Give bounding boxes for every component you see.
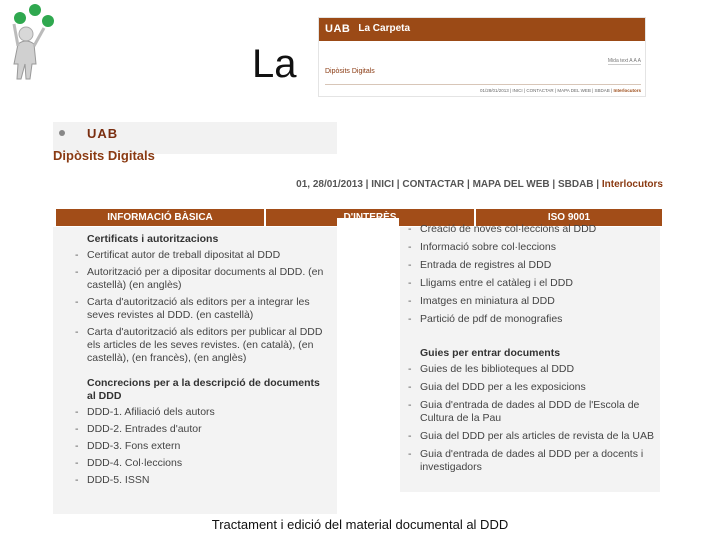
- list-item[interactable]: - Partició de pdf de monografies: [408, 313, 654, 326]
- section-heading: Guies per entrar documents: [420, 347, 561, 359]
- slide-caption: Tractament i edició del material documental al DDD: [211, 517, 509, 532]
- list: [408, 363, 654, 474]
- right-column: [400, 223, 660, 492]
- section-heading: Concrecions per a la descripció de documents al DDD: [87, 377, 320, 402]
- list-item[interactable]: - Informació sobre col·leccions: [408, 241, 654, 254]
- left-column: [53, 227, 337, 514]
- mini-text-size: Mida text A A A: [607, 58, 641, 64]
- breadcrumb-interlocutors[interactable]: Interlocutors: [601, 179, 663, 190]
- mini-breadcrumb-highlight: Interlocutors: [613, 88, 641, 93]
- list-item[interactable]: - Guia d'entrada de dades al DDD de l'Escola de Cultura de la Pau: [408, 399, 654, 425]
- mini-breadcrumb: [480, 88, 641, 93]
- list-item[interactable]: - Entrada de registres al DDD: [408, 259, 654, 272]
- list-item[interactable]: - Creació de noves col·leccions al DDD: [408, 223, 654, 236]
- list: [408, 223, 654, 326]
- list-item[interactable]: - DDD-2. Entrades d'autor: [75, 423, 331, 436]
- site-title: Dipòsits Digitals: [53, 148, 155, 163]
- mini-header-bar: [319, 18, 645, 41]
- mini-breadcrumb-text: 01/28/01/2013 | INICI | CONTACTAR | MAPA DEL WEB | SBDAB |: [479, 88, 613, 93]
- list-item[interactable]: - Certificat autor de treball dipositat al DDD: [75, 249, 331, 262]
- mini-logo: UAB: [325, 23, 351, 35]
- list-item[interactable]: - Guia d'entrada de dades al DDD per a docents i investigadors: [408, 448, 654, 474]
- mini-subtitle: Dipòsits Digitals: [325, 68, 375, 75]
- list-item[interactable]: - Lligams entre el catàleg i el DDD: [408, 277, 654, 290]
- list-item[interactable]: - DDD-1. Afiliació dels autors: [75, 406, 331, 419]
- list-item[interactable]: - Guies de les biblioteques al DDD: [408, 363, 654, 376]
- list-item[interactable]: - DDD-5. ISSN: [75, 474, 331, 487]
- slide-title: La: [252, 42, 297, 86]
- site-logo: UAB: [87, 126, 119, 141]
- breadcrumb: [296, 179, 663, 190]
- list: [75, 249, 331, 365]
- tab-informacio-basica[interactable]: INFORMACIÓ BÀSICA: [56, 209, 266, 226]
- list-item[interactable]: - Guia del DDD per als articles de revista de la UAB: [408, 430, 654, 443]
- list-item[interactable]: - DDD-3. Fons extern: [75, 440, 331, 453]
- mini-site-name: La Carpeta: [358, 23, 411, 34]
- juggler-clipart-icon: [6, 4, 56, 82]
- list-item[interactable]: - Guia del DDD per a les exposicions: [408, 381, 654, 394]
- list-item[interactable]: - Imatges en miniatura al DDD: [408, 295, 654, 308]
- mini-screenshot: [318, 17, 646, 97]
- list-item[interactable]: - DDD-4. Col·leccions: [75, 457, 331, 470]
- list-item[interactable]: - Carta d'autorització als editors per publicar al DDD els articles de les seves revistes. (en català), (en castellà), (en francès), (en anglès): [75, 326, 331, 365]
- list: [75, 406, 331, 487]
- bullet-icon: [59, 130, 65, 136]
- breadcrumb-text[interactable]: 01, 28/01/2013 | INICI | CONTACTAR | MAPA DEL WEB | SBDAB |: [296, 179, 600, 190]
- mini-divider: [325, 84, 641, 85]
- section-heading: Certificats i autoritzacions: [87, 233, 219, 245]
- tab-iso-9001[interactable]: ISO 9001: [476, 209, 662, 226]
- overlay-cover: [337, 218, 399, 514]
- list-item[interactable]: - Carta d'autorització als editors per a integrar les seves revistes al DDD. (en castellà): [75, 296, 331, 322]
- list-item[interactable]: - Autorització per a dipositar documents al DDD. (en castellà) (en anglès): [75, 266, 331, 292]
